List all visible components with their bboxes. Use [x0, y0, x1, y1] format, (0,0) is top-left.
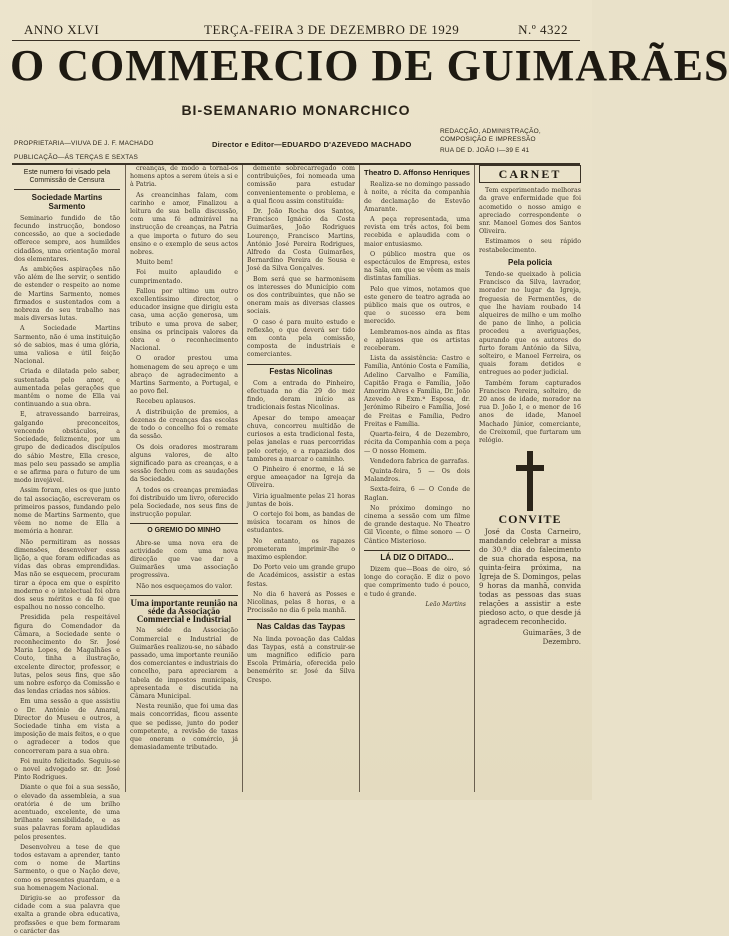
- signature: Leão Martins: [425, 600, 466, 608]
- paragraph: Desenvolveu a tese de que todos estavam a aprender, tanto com o nome de Martins Sarmento, o que o Nação deve, como os presentes guardam, e a sua homenagem Nacional.: [14, 843, 120, 892]
- issue-number: N.º 4322: [518, 22, 568, 37]
- paragraph: Não nos esqueçamos do valor.: [136, 582, 233, 590]
- carnet-box: [479, 165, 581, 183]
- director-line: Director e Editor—EDUARDO D'AZEVEDO MACHADO: [212, 140, 412, 149]
- paragraph: Nesta reunião, que foi uma das mais concorridas, ficou assente que se pedisse, junto do poder competente, a revisão de taxas que oneram o comércio, já demasiadamente tributado.: [130, 703, 238, 752]
- subtitle: BI-SEMANARIO MONARCHICO: [181, 102, 411, 118]
- heading-ditado: LÁ DIZ O DITADO...: [364, 550, 470, 562]
- paragraph: Com a entrada do Pinheiro, efectuada no dia 29 do mez findo, deram início as tradicionais festas Nicolinas.: [247, 379, 355, 412]
- paragraph: Dirigiu-se ao professor da cidade com a sua palavra que exalta a grande obra educativa, profissões e que bem formaram o carácter das: [14, 895, 120, 935]
- column-3: [247, 165, 355, 792]
- year-label: ANNO XLVI: [24, 22, 100, 37]
- paragraph: Tem experimentado melhoras da grave enfermidade que foi acometido o nosso amigo e apreciado correspondente o snr. Manoel Gomes dos Santos Oliveira.: [479, 187, 581, 236]
- heading-policia: Pela policia: [507, 257, 553, 267]
- paragraph: Os dois oradores mostraram alguns valores, de alto significado para as creanças, e a sessão fechou com as saudações da Sociedade.: [130, 443, 238, 484]
- paragraph: Diante o que foi a sua sessão, o elevado da assembleia, a sua oratória é de um brilho acentuado, excelente, de uma brilhante sensibilidade, e as suas palavras foram aplaudidas pelos presentes.: [14, 784, 120, 841]
- article-title-sociedade: Sociedade Martins Sarmento: [31, 193, 103, 211]
- publication-line: PUBLICAÇÃO—ÁS TERÇAS E SEXTAS: [14, 154, 139, 161]
- heading-taypas: Nas Caldas das Taypas: [247, 619, 355, 631]
- dateline: [14, 18, 578, 40]
- paragraph: Seminario fundido de tão fecundo instrucção, bondoso concessão, ao que a sociedade offerece sempre, aos humildes cidadãos, uma orientação moral dos elementares.: [14, 214, 120, 263]
- paragraph: A peça representada, uma revista em três actos, foi bem recebida e aplaudida com o maior entusiasmo.: [364, 216, 470, 248]
- column-divider: [359, 165, 360, 792]
- paragraph: Também foram capturados Francisco Pereira, solteiro, de 20 anos de idade, morador na rua D. João I, e o menor de 16 anos de idade, Manoel Machado Júnior, comerciante, de Creixomil, que furtaram um relógio.: [479, 379, 581, 445]
- paragraph: As ambições aspirações não vão além de lhe servir, o sentido de estender o respeito ao nome de Martins Sarmento, nomes firmados e sustentados com a nobreza do seu trabalho nas mais diversas lutas.: [14, 266, 120, 323]
- address-line: RUA DE D. JOÃO I—39 E 41: [440, 147, 530, 154]
- cross-icon: [523, 451, 537, 511]
- column-divider: [125, 165, 126, 792]
- paragraph: Quarta-feira, 4 de Dezembro, récita da Companhia com a peça — O nosso Homem.: [364, 431, 470, 455]
- paragraph: Recebeu aplausos.: [136, 398, 196, 406]
- paragraph: Estimamos o seu rápido restabelecimento.: [479, 238, 581, 254]
- paragraph: Do Porto veio um grande grupo de Académicos, assistir a estas festas.: [247, 564, 355, 588]
- heading-theatro: Theatro D. Affonso Henriques: [364, 168, 470, 177]
- paragraph: Apesar do tempo ameaçar chuva, concorreu multidão de curiosos a esta tradicional festa, pelas janelas e ruas percorridas pelo cortejo, e a rapaziada dos tambores a marcar o caminho.: [247, 414, 355, 463]
- column-4: [364, 165, 470, 792]
- paragraph: No dia 6 haverá as Posses e Nicolinas, pelas 8 horas, e a Procissão no dia 6 pela manhã.: [247, 590, 355, 615]
- paragraph: Tendo-se queixado à policia Francisco da Silva, lavrador, morador no lugar da Igreja, freguesia de Fermentões, de que lhe haviam roubado 14 alqueires de milho e um molho de pano de linho, a policia procedeu a averiguações, apurando que os autores do furto foram António da Silva, solteiro, e Manoel Ferreira, os quais foram detidos e entregues ao poder judicial.: [479, 271, 581, 377]
- paragraph: No entanto, os rapazes prometeram imprimir-lhe o maximo esplendor.: [247, 537, 355, 561]
- paragraph: Na séde da Associação Commercial e Industrial de Guimarães realizou-se, no sábado passado, uma importante reunião dos comerciantes e industriais do concelho, para apreciarem a tabela de impostos municipais, apresentada e discutida na Câmara Municipal.: [130, 627, 238, 700]
- paragraph: Fallou por ultimo um outro excellentíssimo director, o educador insigne que dirigiu esta casa, uma acção generosa, um tributo e uma prova de saber, ensina os principais valores da obra e o reconhecimento Nacional.: [130, 287, 238, 353]
- paragraph: O orador prestou uma homenagem de seu apreço e um abraço de agradecimento a Martins Sarmento, a Portugal, e ao povo fiel.: [130, 355, 238, 396]
- paragraph: Assim foram, eles os que junto de tal associação, escreveram os primeiros passos, fundando pelo nome de Martins Sarmento, que vêem no nome de Ella a memória a honrar.: [14, 487, 120, 536]
- paragraph: Na linda povoação das Caldas das Taypas, está a construir-se um magnífico edifício para Escola Primária, oferecida pelo benemérito sr. José da Silva Crespo.: [247, 635, 355, 684]
- paragraph: Em uma sessão a que assistiu o Dr. António de Amaral, Director do Museu e outros, a Sociedade tinha em vista a imposição de mais feitos, e o que o agradecer a todos que concorreram para a sua obra.: [14, 698, 120, 755]
- paragraph: E, atravessando barreiras, galgando preconceitos, vencendo obstáculos, a Sociedade, felizmente, por um grupo de dedicados discípulos do sábio Mestre, Ella cresce, mas pelo seu passado se amplia e se afirma para o futuro de um modo invejável.: [14, 411, 120, 485]
- paragraph: José da Costa Carneiro, mandando celebrar a missa do 30.º dia do falecimento de sua chorada esposa, na quinta-feira próxima, na Igreja de S. Domingos, pelas 9 horas da manhã, convida todas as pessoas das suas relações a assistir a este piedoso acto, o que desde já agradecem reconhecido.: [479, 527, 581, 626]
- heading-nicolinas: Festas Nicolinas: [247, 364, 355, 376]
- paragraph: Lista da assistência: Castro e Família, António Costa e Família, Adelino Carvalho e Família, Capitão Fraga e Família, João Amorim Alves e Família, Dr. João Azevedo e Exm.ª Esposa, dr. Jerónimo Ribeiro e Família, José de Freitas e Família, Pedro Freitas e Família.: [364, 355, 470, 428]
- paragraph: Lembramos-nos ainda as fitas e aplausos que os artistas receberam.: [364, 328, 470, 353]
- paragraph: No próximo domingo no cinema a sessão com um filme de grande destaque. No Theatro Gil Vicente, o filme sonoro — O Cântico Misterioso.: [364, 504, 470, 545]
- paragraph: O caso é para muito estudo e reflexão, o que deverá ser tido em conta pela comissão, composta de industriais e comerciantes.: [247, 318, 355, 359]
- column-1: [14, 165, 120, 935]
- column-divider: [242, 165, 243, 792]
- censorship-notice: Este numero foi visado pela Commissão de Censura: [14, 169, 120, 190]
- date-label: TERÇA-FEIRA 3 DE DEZEMBRO DE 1929: [204, 22, 460, 37]
- paragraph: As creancinhas falam, com carinho e amor, Finalizou a leitura de sua bella discussão, com uma fé admirável na instrucção de creanças, na Patria a que importa o futuro do seu ensino e o exemplo de seus actos nobres.: [130, 191, 238, 257]
- paragraph: Bom será que se harmonisem os interesses do Município com os dos contribuintes, que não se oneram mais as diversas classes sociais.: [247, 275, 355, 316]
- paragraph: creanças, de modo a tornal-os homens aptos a serem úteis a si e à Patria.: [130, 165, 238, 189]
- paragraph: O cortejo foi bom, as bandas de música tocaram os hinos de estudantes.: [247, 510, 355, 535]
- paragraph: Vendedora fabrica de garrafas.: [370, 457, 470, 465]
- paragraph: Muito bem!: [136, 259, 174, 267]
- paragraph: O Pinheiro é enorme, e lá se ergue ameaçador na Igreja da Oliveira.: [247, 465, 355, 490]
- paragraph: A todos os creanças premiadas foi distribuido um livro, oferecido pela Sociedade, nos seus fins de instrucção popular.: [130, 486, 238, 519]
- column-5: [479, 165, 581, 792]
- column-divider: [474, 165, 475, 792]
- paragraph: Pelo que vimos, notamos que este genero de teatro agrada ao público mais que os outros, e que o sucesso era bem merecido.: [364, 285, 470, 326]
- paragraph: Presidida pela respeitável figura do Comendador da Câmara, a Sociedade sente o reconhecimento do Sr. José Maria Lopes, de Magalhães e Couto, tinha a ilustração, excelente director, professor, e lutas, pelos seus fins, que são um nobre esforço da Comissão e das lendas criadas nos sábios.: [14, 614, 120, 696]
- column-2: [130, 165, 238, 792]
- paragraph: Dizem que—Boas de oiro, só longe do coração. E diz o povo que comprimento tudo é pouco, e tudo é grande.: [364, 565, 470, 598]
- paragraph: Não permitiram as nossas dimensões, desenvolver essa lição, a que foram edificadas as vidas das obras emprendidas. Mas não se esquecem, procuram tirar a época em que o espírito moderno e o intelectual foi obra dos seus méritos e da fé que espalhou no nosso concelho.: [14, 538, 120, 612]
- paragraph: Sexta-feira, 6 — O Conde de Raglan.: [364, 486, 470, 502]
- paragraph: Foi muito aplaudido e cumprimentado.: [130, 269, 238, 285]
- paragraph: Criada e dilatada pelo saber, sustentada pelo amor, e aumentada pelas gerações que mantêm o nome de Ella vai continuando a sua obra.: [14, 368, 120, 409]
- paragraph: A distribuição de premios, a dezenas de creanças das escolas de todo o concelho foi o remate da sessão.: [130, 408, 238, 441]
- heading-reuniao: Uma importante reunião na séde da Associação Commercial e Industrial: [130, 595, 238, 624]
- heading-convite: CONVITE: [498, 512, 562, 527]
- dateline-convite: Guimarães, 3 de Dezembro.: [522, 628, 581, 646]
- heading-carnet: CARNET: [498, 167, 562, 181]
- paragraph: Foi muito felicitado. Seguiu-se o novel advogado sr. dr. José Pinto Rodrigues.: [14, 757, 120, 782]
- paragraph: Abre-se uma nova era de actividade com uma nova direcção que vae dar a Guimarães uma associação progressiva.: [130, 539, 238, 580]
- heading-gremio: O GREMIO DO MINHO: [130, 523, 238, 535]
- paragraph: demente sobrecarregado com contribuições, foi nomeada uma comissão para estudar convenientemente o problema, e a qual ficou assim constituída:: [247, 165, 355, 205]
- masthead-title: O COMMERCIO DE GUIMARÃES: [10, 41, 729, 90]
- paragraph: Dr. João Rocha dos Santos, Francisco Ignácio da Costa Guimarães, João Rodrigues Lourenço, Francisco Martins, António José Pereira Rodrigues, Alfredo da Costa Guimarães, Bernardino Pereira de Sousa e José da Silva Gonçalves.: [247, 208, 355, 273]
- paragraph: O público mostra que os espectáculos de Empresa, estes na Sala, em que se vêem as mais distintas famílias.: [364, 250, 470, 283]
- redaction-line: REDACÇÃO, ADMINISTRAÇÃO, COMPOSIÇÃO E IMPRESSÃO: [440, 128, 541, 143]
- paragraph: Quinta-feira, 5 — Os dois Malandros.: [364, 467, 470, 484]
- owner-line: PROPRIETARIA—VIUVA DE J. F. MACHADO: [14, 140, 154, 147]
- paragraph: A Sociedade Martins Sarmento, não é uma instituição só de sabios, mas é uma glória, uma valiosa e útil feição Nacional.: [14, 325, 120, 366]
- paragraph: Realiza-se no domingo passado à noite, a récita da companhia de declamação de Estevão Amarante.: [364, 181, 470, 213]
- paragraph: Viria igualmente pelas 21 horas juntas de bois.: [247, 492, 355, 508]
